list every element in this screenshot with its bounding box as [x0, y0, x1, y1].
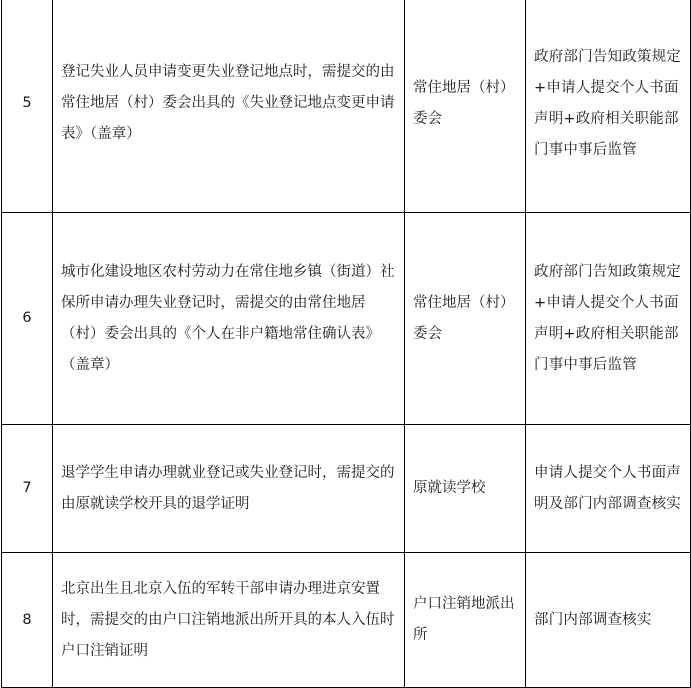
row-number: 7 [2, 425, 53, 553]
handling-method: 申请人提交个人书面声明及部门内部调查核实 [526, 425, 691, 553]
handling-method: 政府部门告知政策规定+申请人提交个人书面声明+政府相关职能部门事中事后监管 [526, 0, 691, 213]
handling-method: 部门内部调查核实 [526, 553, 691, 688]
table-row [2, 213, 691, 425]
certificate-description: 北京出生且北京入伍的军转干部申请办理进京安置时，需提交的由户口注销地派出所开具的本人入伍时户口注销证明 [53, 553, 405, 688]
issuing-authority: 常住地居（村）委会 [405, 0, 526, 213]
issuing-authority: 常住地居（村）委会 [405, 213, 526, 425]
certificate-description: 退学学生申请办理就业登记或失业登记时，需提交的由原就读学校开具的退学证明 [53, 425, 405, 553]
table-row [2, 425, 691, 553]
certificate-description: 登记失业人员申请变更失业登记地点时，需提交的由常住地居（村）委会出具的《失业登记地点变更申请表》（盖章） [53, 0, 405, 213]
table-row [2, 0, 691, 213]
row-number: 6 [2, 213, 53, 425]
table-row [2, 553, 691, 688]
row-number: 5 [2, 0, 53, 213]
certificate-table [1, 0, 691, 688]
issuing-authority: 户口注销地派出所 [405, 553, 526, 688]
certificate-description: 城市化建设地区农村劳动力在常住地乡镇（街道）社保所申请办理失业登记时，需提交的由常住地居（村）委会出具的《个人在非户籍地常住确认表》（盖章） [53, 213, 405, 425]
row-number: 8 [2, 553, 53, 688]
issuing-authority: 原就读学校 [405, 425, 526, 553]
handling-method: 政府部门告知政策规定+申请人提交个人书面声明+政府相关职能部门事中事后监管 [526, 213, 691, 425]
